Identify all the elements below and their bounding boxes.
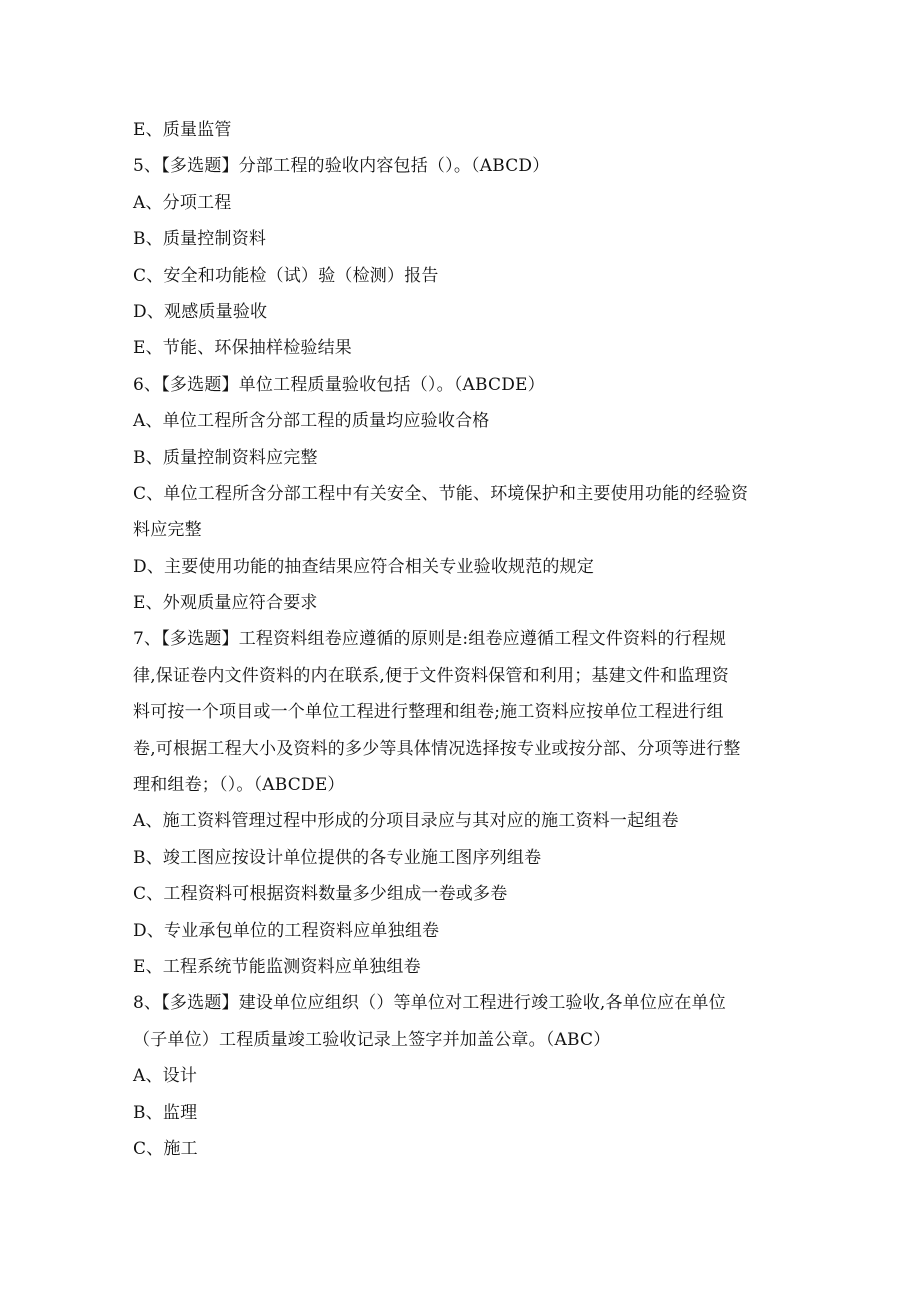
question-list: [133, 112, 793, 1167]
question-text-line: 7、【多选题】工程资料组卷应遵循的原则是:组卷应遵循工程文件资料的行程规: [133, 629, 727, 650]
option-text-line: E、工程系统节能监测资料应单独组卷: [133, 956, 421, 977]
question-text-line: 理和组卷；（）。（ABCDE）: [133, 775, 345, 796]
answer-option: [133, 221, 793, 257]
option-text-line: A、单位工程所含分部工程的质量均应验收合格: [133, 411, 490, 432]
question-text-line: 卷,可根据工程大小及资料的多少等具体情况选择按专业或按分部、分项等进行整: [133, 738, 741, 759]
answer-option: [133, 585, 793, 621]
question-text-line: 律,保证卷内文件资料的内在联系,便于文件资料保管和利用；基建文件和监理资: [133, 665, 730, 686]
answer-option: [133, 1058, 793, 1094]
answer-option: [133, 840, 793, 876]
question-text-line: 6、【多选题】单位工程质量验收包括（）。（ABCDE）: [133, 374, 545, 395]
answer-option: [133, 258, 793, 294]
question-text-line: 5、【多选题】分部工程的验收内容包括（）。（ABCD）: [133, 156, 550, 177]
question-item: [133, 621, 793, 803]
question-text-line: 8、【多选题】建设单位应组织（）等单位对工程进行竣工验收,各单位应在单位: [133, 993, 726, 1014]
option-text-line: B、质量控制资料应完整: [133, 447, 318, 468]
option-text-line: 料应完整: [133, 520, 202, 541]
answer-option: [133, 803, 793, 839]
answer-option: [133, 476, 793, 549]
answer-option: [133, 1131, 793, 1167]
answer-option: [133, 949, 793, 985]
option-text-line: E、外观质量应符合要求: [133, 593, 318, 614]
option-text-line: D、专业承包单位的工程资料应单独组卷: [133, 920, 440, 941]
answer-option: [133, 330, 793, 366]
option-text-line: B、竣工图应按设计单位提供的各专业施工图序列组卷: [133, 847, 542, 868]
option-text-line: A、施工资料管理过程中形成的分项目录应与其对应的施工资料一起组卷: [133, 811, 679, 832]
answer-option: [133, 876, 793, 912]
question-item: [133, 367, 793, 403]
answer-option: [133, 440, 793, 476]
question-item: [133, 985, 793, 1058]
answer-option: [133, 403, 793, 439]
answer-option: [133, 549, 793, 585]
option-text-line: B、监理: [133, 1102, 198, 1123]
answer-option: [133, 913, 793, 949]
option-text-line: B、质量控制资料: [133, 229, 267, 250]
option-text-line: D、观感质量验收: [133, 301, 268, 322]
question-text-line: 料可按一个项目或一个单位工程进行整理和组卷;施工资料应按单位工程进行组: [133, 702, 724, 723]
option-text-line: C、安全和功能检（试）验（检测）报告: [133, 265, 439, 286]
answer-option: [133, 185, 793, 221]
answer-option: [133, 294, 793, 330]
option-text-line: C、施工: [133, 1138, 198, 1159]
answer-option: [133, 1095, 793, 1131]
option-text-line: D、主要使用功能的抽查结果应符合相关专业验收规范的规定: [133, 556, 595, 577]
option-text-line: E、节能、环保抽样检验结果: [133, 338, 353, 359]
option-text-line: C、单位工程所含分部工程中有关安全、节能、环境保护和主要使用功能的经验资: [133, 483, 749, 504]
question-item: [133, 148, 793, 184]
option-text-line: C、工程资料可根据资料数量多少组成一卷或多卷: [133, 884, 508, 905]
option-text-line: A、设计: [133, 1066, 198, 1087]
option-text-line: A、分项工程: [133, 192, 232, 213]
option-text-line: E、质量监管: [133, 120, 232, 140]
answer-option: [133, 112, 793, 148]
question-text-line: （子单位）工程质量竣工验收记录上签字并加盖公章。（ABC）: [133, 1029, 611, 1050]
